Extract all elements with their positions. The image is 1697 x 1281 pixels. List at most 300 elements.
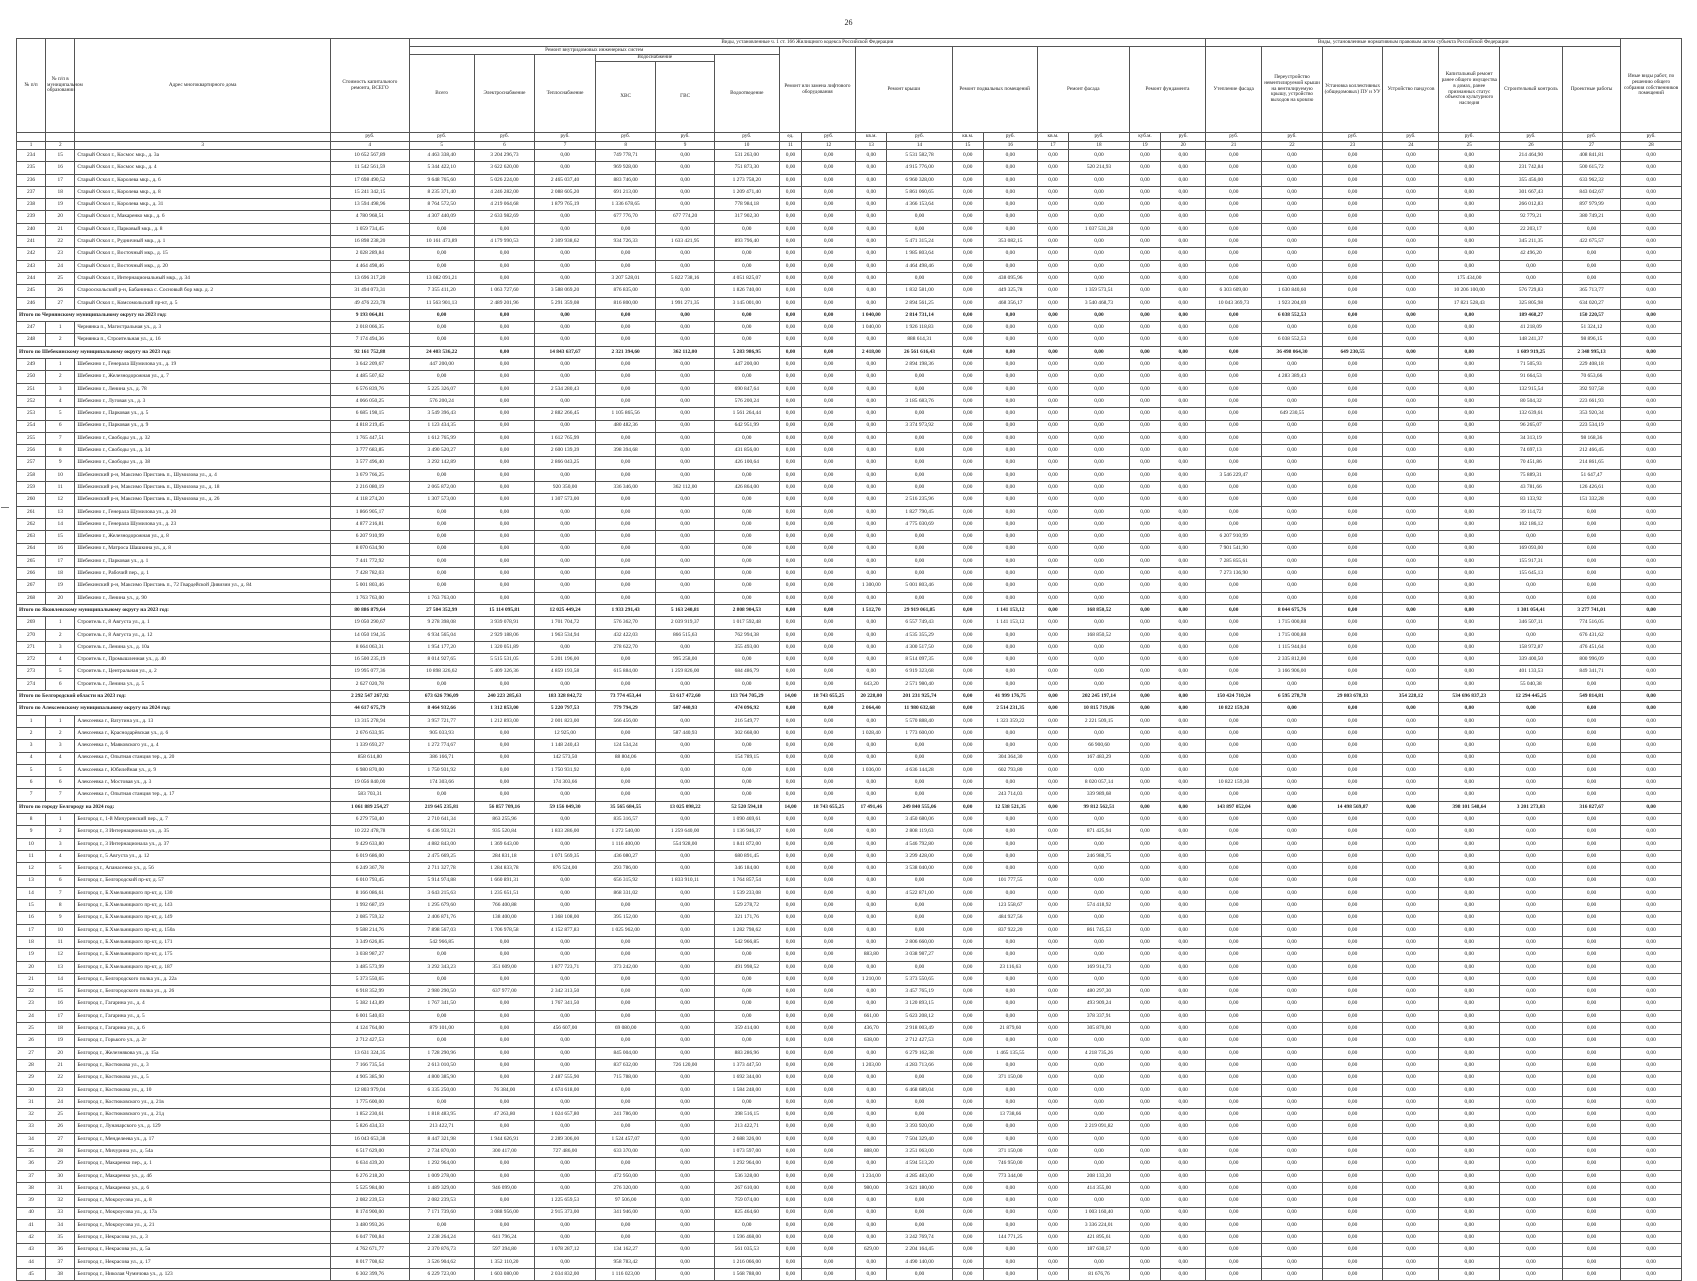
table-cell: 0,00 xyxy=(856,641,887,653)
table-row xyxy=(17,986,1682,998)
table-cell: 0,00 xyxy=(1161,395,1206,407)
table-cell: 0,00 xyxy=(1262,248,1323,260)
table-cell: 0,00 xyxy=(1161,260,1206,272)
table-cell: 0,00 xyxy=(1069,912,1130,924)
subtotal-cell: 2 292 547 267,92 xyxy=(331,691,410,703)
table-cell: 346 184,00 xyxy=(714,863,779,875)
table-cell: 242 xyxy=(17,248,46,260)
table-cell: 0,00 xyxy=(1129,1059,1160,1071)
table-cell: 0,00 xyxy=(1161,531,1206,543)
table-cell: 0,00 xyxy=(656,568,714,580)
table-cell: 0,00 xyxy=(983,998,1037,1010)
table-cell: 0,00 xyxy=(779,1158,801,1170)
table-cell: 0,00 xyxy=(1322,272,1383,284)
table-cell: 0,00 xyxy=(656,469,714,481)
table-cell: 0,00 xyxy=(1439,740,1500,752)
table-cell: 2 980 290,50 xyxy=(409,986,474,998)
table-cell: 0,00 xyxy=(1262,518,1323,530)
table-cell: 0,00 xyxy=(983,260,1037,272)
table-cell: 0,00 xyxy=(1621,740,1682,752)
table-cell: 0,00 xyxy=(1383,1256,1439,1268)
table-cell: 0,00 xyxy=(1621,248,1682,260)
table-cell: 1 612 765,99 xyxy=(409,432,474,444)
table-cell: 0,00 xyxy=(1562,1084,1620,1096)
table-cell: 0,00 xyxy=(1037,285,1068,297)
table-cell: 0,00 xyxy=(983,1269,1037,1281)
table-cell: 0,00 xyxy=(1206,1059,1262,1071)
table-cell: 0,00 xyxy=(1621,1256,1682,1268)
table-cell: 2 516 235,96 xyxy=(887,494,952,506)
table-cell: 351 609,00 xyxy=(474,961,535,973)
subtotal-cell: 150 424 710,24 xyxy=(1206,691,1262,703)
table-cell: 0,00 xyxy=(1500,1244,1563,1256)
table-cell: 0,00 xyxy=(1500,1047,1563,1059)
table-cell: 1 963 534,94 xyxy=(535,629,596,641)
table-row xyxy=(17,395,1682,407)
table-cell: 0,00 xyxy=(1129,1047,1160,1059)
subtotal-cell: 11 980 632,68 xyxy=(887,703,952,715)
table-cell: 8 764 572,50 xyxy=(409,199,474,211)
table-cell: 0,00 xyxy=(1383,457,1439,469)
table-cell: 1 832 581,00 xyxy=(887,285,952,297)
table-cell: 0,00 xyxy=(1129,469,1160,481)
table-cell: 0,00 xyxy=(1322,973,1383,985)
table-cell: 0,00 xyxy=(983,383,1037,395)
table-cell: 36 xyxy=(17,1158,46,1170)
table-cell: 0,00 xyxy=(983,826,1037,838)
table-cell: 2 216 080,19 xyxy=(331,482,410,494)
table-cell: 0,00 xyxy=(1621,359,1682,371)
table-cell: 4 882 843,00 xyxy=(409,838,474,850)
table-cell: 1 017 592,48 xyxy=(714,617,779,629)
table-cell: 0,00 xyxy=(595,457,656,469)
table-cell: 0,00 xyxy=(856,752,887,764)
table-cell: 32 xyxy=(46,1195,75,1207)
subtotal-cell: 0,00 xyxy=(1621,604,1682,616)
table-cell: 6 xyxy=(46,875,75,887)
table-row xyxy=(17,715,1682,727)
table-cell: 0,00 xyxy=(1262,1084,1323,1096)
table-cell: 0,00 xyxy=(1037,543,1068,555)
table-cell: 0,00 xyxy=(656,199,714,211)
table-cell: 6 335 250,00 xyxy=(409,1084,474,1096)
table-row xyxy=(17,863,1682,875)
table-cell: 0,00 xyxy=(1562,1158,1620,1170)
table-cell: 0,00 xyxy=(1206,1035,1262,1047)
table-cell: 0,00 xyxy=(983,863,1037,875)
subtotal-cell: 201 231 925,74 xyxy=(887,691,952,703)
table-cell: 0,00 xyxy=(1069,1072,1130,1084)
table-cell: 47 263,80 xyxy=(474,1109,535,1121)
table-cell: 4 xyxy=(46,850,75,862)
table-cell: 0,00 xyxy=(409,371,474,383)
table-cell: 0,00 xyxy=(1069,1146,1130,1158)
table-cell: 493 909,24 xyxy=(1069,998,1130,1010)
table-cell: 0,00 xyxy=(1439,322,1500,334)
table-cell: 0,00 xyxy=(952,1059,983,1071)
table-cell: 13 696 317,20 xyxy=(331,272,410,284)
address-cell: Белгород г., Б.Хмельницкого пр-кт, д. 187 xyxy=(75,961,331,973)
table-cell: 401 133,53 xyxy=(1500,666,1563,678)
table-cell: 0,00 xyxy=(1161,900,1206,912)
table-cell: 0,00 xyxy=(1439,678,1500,690)
table-cell: 0,00 xyxy=(1161,1023,1206,1035)
table-cell: 554 928,00 xyxy=(656,838,714,850)
table-cell: 0,00 xyxy=(856,395,887,407)
table-cell: 0,00 xyxy=(1037,1182,1068,1194)
table-cell: 0,00 xyxy=(1439,432,1500,444)
table-cell: 0,00 xyxy=(535,937,596,949)
table-cell: 0,00 xyxy=(856,961,887,973)
table-cell: 8 xyxy=(46,900,75,912)
table-cell: 3 251 063,00 xyxy=(887,1146,952,1158)
table-cell: 0,00 xyxy=(595,359,656,371)
table-cell: 0,00 xyxy=(1322,1219,1383,1231)
address-cell: Шебекино г., Генерала Шумилова ул., д. 19 xyxy=(75,359,331,371)
table-cell: 0,00 xyxy=(856,986,887,998)
table-cell: 0,00 xyxy=(1069,248,1130,260)
subtotal-cell: 0,00 xyxy=(952,691,983,703)
table-cell: 0,00 xyxy=(1621,322,1682,334)
table-cell: 0,00 xyxy=(887,1195,952,1207)
table-cell: 0,00 xyxy=(656,912,714,924)
table-cell: 0,00 xyxy=(1322,727,1383,739)
table-cell: 0,00 xyxy=(1129,592,1160,604)
table-row xyxy=(17,617,1682,629)
table-cell: 0,00 xyxy=(1621,1146,1682,1158)
subtotal-label: Итого по городу Белгороду на 2024 год: xyxy=(17,801,331,813)
table-cell: 0,00 xyxy=(1206,1207,1262,1219)
table-cell: 0,00 xyxy=(535,789,596,801)
table-cell: 6 980 870,00 xyxy=(331,764,410,776)
table-cell: 0,00 xyxy=(535,1121,596,1133)
table-cell: 1 307 573,00 xyxy=(409,494,474,506)
table-cell: 0,00 xyxy=(535,223,596,235)
address-cell: Белгород г., Б.Хмельницкого пр-кт, д. 150а xyxy=(75,924,331,936)
table-cell: 0,00 xyxy=(802,924,856,936)
table-cell: 871 425,94 xyxy=(1069,826,1130,838)
table-cell: 0,00 xyxy=(714,555,779,567)
table-cell: 0,00 xyxy=(887,482,952,494)
table-cell: 0,00 xyxy=(1069,457,1130,469)
table-cell: 0,00 xyxy=(952,949,983,961)
table-cell: 0,00 xyxy=(1206,150,1262,162)
table-cell: 0,00 xyxy=(1037,973,1068,985)
table-cell: 0,00 xyxy=(1262,715,1323,727)
table-cell: 0,00 xyxy=(409,949,474,961)
table-cell: 1 866 905,17 xyxy=(331,506,410,518)
table-cell: 0,00 xyxy=(1562,1207,1620,1219)
table-cell: 0,00 xyxy=(656,457,714,469)
table-cell: 0,00 xyxy=(656,1035,714,1047)
table-cell: 0,00 xyxy=(714,678,779,690)
table-row xyxy=(17,248,1682,260)
subtotal-cell: 44 617 675,79 xyxy=(331,703,410,715)
table-cell: 0,00 xyxy=(535,1010,596,1022)
table-cell: 0,00 xyxy=(856,826,887,838)
table-cell: 20 xyxy=(46,592,75,604)
unit-cell: руб. xyxy=(1262,133,1323,142)
column-number: 15 xyxy=(952,142,983,150)
table-cell: 5 525 984,00 xyxy=(331,1182,410,1194)
table-cell: 0,00 xyxy=(802,838,856,850)
subtotal-cell: 6 595 278,78 xyxy=(1262,691,1323,703)
table-cell: 2 406 871,76 xyxy=(409,912,474,924)
table-cell: 0,00 xyxy=(952,924,983,936)
table-cell: 55 040,38 xyxy=(1500,678,1563,690)
table-cell: 0,00 xyxy=(1322,297,1383,309)
subtotal-cell: 10 822 159,30 xyxy=(1206,703,1262,715)
table-cell: 0,00 xyxy=(474,740,535,752)
table-cell: 0,00 xyxy=(983,568,1037,580)
unit-cell: ед. xyxy=(779,133,801,142)
table-cell: 0,00 xyxy=(983,432,1037,444)
table-cell: 0,00 xyxy=(1037,1010,1068,1022)
table-cell: 0,00 xyxy=(779,961,801,973)
table-cell: 0,00 xyxy=(856,1084,887,1096)
table-cell: 0,00 xyxy=(779,875,801,887)
table-cell: 8 664 063,31 xyxy=(331,641,410,653)
table-cell: 426 100,64 xyxy=(714,457,779,469)
table-cell: 0,00 xyxy=(409,1010,474,1022)
table-cell: 8 020 057,14 xyxy=(1069,777,1130,789)
table-cell: 0,00 xyxy=(656,555,714,567)
table-cell: 837 922,20 xyxy=(983,924,1037,936)
table-cell: 0,00 xyxy=(1069,1195,1130,1207)
address-cell: Белгород г., Костюкова ул., д. 3 xyxy=(75,1059,331,1071)
table-cell: 0,00 xyxy=(1206,395,1262,407)
table-row xyxy=(17,998,1682,1010)
table-cell: 0,00 xyxy=(983,592,1037,604)
table-cell: 0,00 xyxy=(1037,580,1068,592)
table-cell: 0,00 xyxy=(1206,629,1262,641)
table-cell: 0,00 xyxy=(779,457,801,469)
table-cell: 0,00 xyxy=(802,937,856,949)
table-cell: 2 xyxy=(46,826,75,838)
table-cell: 576 200,24 xyxy=(714,395,779,407)
table-cell: 0,00 xyxy=(802,162,856,174)
table-cell: 0,00 xyxy=(1383,727,1439,739)
table-cell: 3 088 956,00 xyxy=(474,1207,535,1219)
table-cell: 0,00 xyxy=(779,1133,801,1145)
table-cell: 355 493,00 xyxy=(714,641,779,653)
table-cell: 0,00 xyxy=(1037,1121,1068,1133)
table-cell: 883 746,00 xyxy=(595,174,656,186)
table-cell: 0,00 xyxy=(802,863,856,875)
address-cell: Старый Оскол г., Восточный мкр., д. 20 xyxy=(75,260,331,272)
table-cell: 2 221 509,15 xyxy=(1069,715,1130,727)
table-cell: 0,00 xyxy=(983,1121,1037,1133)
subtotal-cell: 0,00 xyxy=(1161,801,1206,813)
table-cell: 0,00 xyxy=(1621,924,1682,936)
table-cell: 1 028,40 xyxy=(856,727,887,739)
table-cell: 0,00 xyxy=(1206,998,1262,1010)
table-cell: 0,00 xyxy=(802,617,856,629)
table-cell: 0,00 xyxy=(887,1109,952,1121)
table-cell: 0,00 xyxy=(474,592,535,604)
table-cell: 0,00 xyxy=(1621,863,1682,875)
table-cell: 3 038 987,27 xyxy=(887,949,952,961)
table-cell: 456 607,00 xyxy=(535,1023,596,1035)
table-cell: 4 xyxy=(46,654,75,666)
table-cell: 0,00 xyxy=(856,518,887,530)
subtotal-cell: 0,00 xyxy=(1129,604,1160,616)
table-cell: 0,00 xyxy=(1069,383,1130,395)
table-cell: 1 944 626,91 xyxy=(474,1133,535,1145)
table-cell: 0,00 xyxy=(1206,1023,1262,1035)
table-cell: 0,00 xyxy=(779,494,801,506)
table-cell: 0,00 xyxy=(1206,408,1262,420)
table-cell: 3 393 920,00 xyxy=(887,1121,952,1133)
table-cell: 0,00 xyxy=(535,248,596,260)
table-cell: 0,00 xyxy=(983,322,1037,334)
table-cell: 0,00 xyxy=(1562,248,1620,260)
table-cell: 0,00 xyxy=(983,1133,1037,1145)
table-cell: 0,00 xyxy=(714,518,779,530)
table-cell: 5 001 803,46 xyxy=(887,580,952,592)
table-cell: 0,00 xyxy=(1383,420,1439,432)
table-cell: 0,00 xyxy=(1129,506,1160,518)
table-cell: 97 506,00 xyxy=(595,1195,656,1207)
table-cell: 1 300,00 xyxy=(856,580,887,592)
table-cell: 0,00 xyxy=(656,334,714,346)
table-cell: 0,00 xyxy=(1069,494,1130,506)
table-cell: 0,00 xyxy=(1262,912,1323,924)
table-cell: 1 323 359,22 xyxy=(983,715,1037,727)
table-cell: 0,00 xyxy=(1322,445,1383,457)
table-cell: 0,00 xyxy=(779,383,801,395)
table-cell: 0,00 xyxy=(1500,998,1563,1010)
table-cell: 102 186,12 xyxy=(1500,518,1563,530)
table-cell: 245 xyxy=(17,285,46,297)
table-cell: 0,00 xyxy=(595,789,656,801)
table-cell: 23 xyxy=(46,248,75,260)
table-cell: 0,00 xyxy=(1621,641,1682,653)
table-cell: 0,00 xyxy=(856,1109,887,1121)
subtotal-cell: 9 193 064,81 xyxy=(331,309,410,321)
table-row xyxy=(17,580,1682,592)
subtotal-cell: 1 312 853,00 xyxy=(474,703,535,715)
table-cell: 0,00 xyxy=(802,531,856,543)
table-row xyxy=(17,518,1682,530)
table-cell: 27 xyxy=(46,297,75,309)
table-cell: 2 xyxy=(46,727,75,739)
table-cell: 0,00 xyxy=(952,359,983,371)
table-cell: 0,00 xyxy=(1262,482,1323,494)
table-cell: 0,00 xyxy=(1383,518,1439,530)
table-cell: 2 688 326,00 xyxy=(714,1133,779,1145)
table-cell: 20 xyxy=(46,1047,75,1059)
table-cell: 0,00 xyxy=(779,740,801,752)
table-cell: 0,00 xyxy=(1562,764,1620,776)
table-cell: 235 xyxy=(17,162,46,174)
table-cell: 0,00 xyxy=(952,1195,983,1207)
table-cell: 0,00 xyxy=(1161,998,1206,1010)
table-cell: 284 831,18 xyxy=(474,850,535,862)
table-cell: 148 241,37 xyxy=(1500,334,1563,346)
table-cell: 0,00 xyxy=(1037,162,1068,174)
table-cell: 0,00 xyxy=(856,199,887,211)
table-cell: 0,00 xyxy=(1161,506,1206,518)
subtotal-cell: 1 609 919,25 xyxy=(1500,346,1563,358)
table-cell: 0,00 xyxy=(983,186,1037,198)
table-cell: 0,00 xyxy=(983,727,1037,739)
table-cell: 3 546 229,47 xyxy=(1206,469,1262,481)
subtotal-cell: 14 498 569,87 xyxy=(1322,801,1383,813)
table-cell: 0,00 xyxy=(656,789,714,801)
table-cell: 0,00 xyxy=(1262,727,1323,739)
table-cell: 0,00 xyxy=(1500,1023,1563,1035)
table-cell: 80 504,32 xyxy=(1500,395,1563,407)
table-cell: 7 898 567,03 xyxy=(409,924,474,936)
table-row xyxy=(17,174,1682,186)
table-cell: 0,00 xyxy=(802,1096,856,1108)
table-cell: 0,00 xyxy=(1383,1072,1439,1084)
table-cell: 0,00 xyxy=(887,371,952,383)
table-cell: 395 152,00 xyxy=(595,912,656,924)
table-cell: 0,00 xyxy=(1621,223,1682,235)
table-cell: 0,00 xyxy=(1383,1121,1439,1133)
table-cell: 28 xyxy=(17,1059,46,1071)
table-cell: 0,00 xyxy=(952,457,983,469)
table-cell: 0,00 xyxy=(1439,863,1500,875)
table-cell: 0,00 xyxy=(1161,715,1206,727)
table-cell: 0,00 xyxy=(802,199,856,211)
table-cell: 4 464 498,46 xyxy=(887,260,952,272)
table-cell: 0,00 xyxy=(887,1219,952,1231)
table-cell: 0,00 xyxy=(983,334,1037,346)
table-cell: 0,00 xyxy=(1129,580,1160,592)
table-cell: 0,00 xyxy=(474,678,535,690)
table-cell: 7 171 739,60 xyxy=(409,1207,474,1219)
table-cell: 0,00 xyxy=(1129,1182,1160,1194)
subtotal-cell: 0,00 xyxy=(1383,801,1439,813)
table-cell: 258 xyxy=(17,469,46,481)
table-cell: 371 150,00 xyxy=(983,1146,1037,1158)
table-cell: 0,00 xyxy=(802,752,856,764)
table-cell: 37 xyxy=(46,1256,75,1268)
table-cell: 0,00 xyxy=(1206,1096,1262,1108)
table-cell: 0,00 xyxy=(1621,592,1682,604)
table-cell: 4 905 385,90 xyxy=(331,1072,410,1084)
subtotal-cell: 8 464 932,66 xyxy=(409,703,474,715)
address-cell: Белгород г., 1-й Мичуринский пер., д. 7 xyxy=(75,814,331,826)
table-cell: 0,00 xyxy=(983,580,1037,592)
table-cell: 0,00 xyxy=(952,912,983,924)
table-cell: 3 621 180,00 xyxy=(887,1182,952,1194)
table-cell: 0,00 xyxy=(656,383,714,395)
col-address: Адрес многоквартирного дома xyxy=(75,39,331,133)
table-cell: 0,00 xyxy=(952,986,983,998)
table-cell: 0,00 xyxy=(656,285,714,297)
table-cell: 7 166 735,54 xyxy=(331,1059,410,1071)
table-cell: 14 xyxy=(46,973,75,985)
table-row xyxy=(17,322,1682,334)
table-row xyxy=(17,1269,1682,1281)
table-cell: 843 042,67 xyxy=(1562,186,1620,198)
subtotal-cell: 0,00 xyxy=(1037,691,1068,703)
table-cell: 0,00 xyxy=(1037,568,1068,580)
table-cell: 1 992 687,19 xyxy=(331,900,410,912)
table-cell: 0,00 xyxy=(1161,1269,1206,1281)
table-cell: 247 xyxy=(17,322,46,334)
table-cell: 1 xyxy=(46,617,75,629)
table-cell: 41 218,09 xyxy=(1500,322,1563,334)
table-cell: 0,00 xyxy=(1206,875,1262,887)
table-cell: 0,00 xyxy=(952,531,983,543)
table-cell: 0,00 xyxy=(952,555,983,567)
table-cell: 0,00 xyxy=(1037,998,1068,1010)
